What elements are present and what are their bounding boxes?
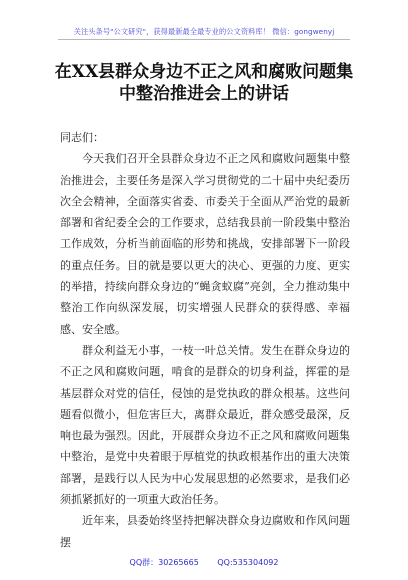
document-body bbox=[60, 127, 350, 553]
header-divider bbox=[58, 39, 350, 40]
body-paragraph-2: 群众利益无小事，一枝一叶总关情。发生在群众身边的不正之风和腐败问题，啃食的是群众的切身利益，挥霍的是基层群众对党的信任，侵蚀的是党执政的群众根基。这些问题看似微小，但危害巨大，离群众最近，群众感受最深，反响也最为强烈。因此，开展群众身边不正之风和腐败问题集中整治，是党中央着眼于厚植党的执政根基作出的重大决策部署，是践行以人民为中心发展思想的必然要求，是我们必须抓紧抓好的一项重大政治任务。 bbox=[60, 343, 350, 507]
header-promo-note: 关注头条号"公文研究"，获得最新最全最专业的公文资料库！ 微信：gongwenyj bbox=[73, 27, 335, 36]
document-title-line-1: 在XX县群众身边不正之风和腐败问题集 bbox=[54, 62, 354, 82]
footer-qq: QQ:535304092 bbox=[217, 558, 279, 567]
body-paragraph-1: 今天我们召开全县群众身边不正之风和腐败问题集中整治推进会，主要任务是深入学习贯彻党的二十届中央纪委历次全会精神，全面落实省委、市委关于全面从严治党的最新部署和省纪委全会的工作要求，总结我县前一阶段集中整治工作成效，分析当前面临的形势和挑战，安排部署下一阶段的重点任务。目的就是要以更大的决心、更强的力度、更实的举措，持续向群众身边的“蝇贪蚁腐”亮剑，全力推动集中整治工作向纵深发展，切实增强人民群众的获得感、幸福感、安全感。 bbox=[60, 152, 350, 336]
body-paragraph-3: 近年来，县委始终坚持把解决群众身边腐败和作风问题摆 bbox=[60, 514, 350, 549]
salutation: 同志们： bbox=[60, 131, 104, 144]
footer-contact bbox=[0, 557, 408, 569]
footer-qq-group: QQ群：30265665 bbox=[129, 558, 199, 567]
document-title-line-2: 中整治推进会上的讲话 bbox=[119, 84, 289, 104]
document-title bbox=[30, 61, 378, 105]
